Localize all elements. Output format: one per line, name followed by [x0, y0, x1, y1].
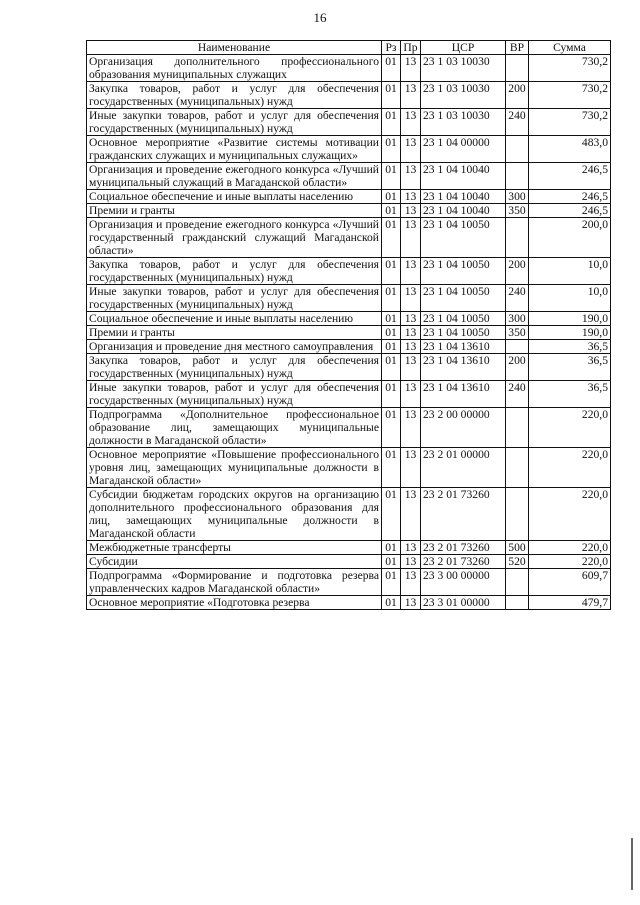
- cell-vr: [506, 340, 529, 354]
- table-row: [87, 82, 611, 109]
- cell-vr: 200: [506, 354, 529, 381]
- table-row: [87, 204, 611, 218]
- cell-csr: 23 2 01 73260: [421, 555, 506, 569]
- cell-pr: 13: [401, 204, 421, 218]
- table-row: [87, 312, 611, 326]
- cell-csr: 23 1 04 10050: [421, 285, 506, 312]
- page-number: 16: [313, 10, 327, 25]
- cell-sum: 730,2: [529, 109, 611, 136]
- cell-sum: 220,0: [529, 541, 611, 555]
- header-csr: ЦСР: [421, 41, 506, 55]
- cell-rz: 01: [382, 381, 401, 408]
- cell-rz: 01: [382, 555, 401, 569]
- cell-name: Иные закупки товаров, работ и услуг для обеспечения государственных (муниципальных) нужд: [87, 285, 382, 312]
- cell-sum: 483,0: [529, 136, 611, 163]
- cell-name: Основное мероприятие «Повышение профессионального уровня лиц, замещающих муниципальные должности в Магаданской области»: [87, 448, 382, 488]
- cell-rz: 01: [382, 258, 401, 285]
- cell-name: Закупка товаров, работ и услуг для обеспечения государственных (муниципальных) нужд: [87, 258, 382, 285]
- table-row: [87, 326, 611, 340]
- cell-rz: 01: [382, 569, 401, 596]
- cell-name: Иные закупки товаров, работ и услуг для обеспечения государственных (муниципальных) нужд: [87, 381, 382, 408]
- cell-rz: 01: [382, 204, 401, 218]
- table-row: [87, 488, 611, 541]
- header-sum: Сумма: [529, 41, 611, 55]
- cell-csr: 23 1 04 10050: [421, 326, 506, 340]
- table-header-row: [87, 41, 611, 55]
- cell-name: Межбюджетные трансферты: [87, 541, 382, 555]
- cell-rz: 01: [382, 163, 401, 190]
- cell-pr: 13: [401, 448, 421, 488]
- cell-vr: 200: [506, 82, 529, 109]
- cell-vr: 200: [506, 258, 529, 285]
- cell-rz: 01: [382, 82, 401, 109]
- cell-name: Основное мероприятие «Подготовка резерва: [87, 596, 382, 610]
- cell-sum: 730,2: [529, 82, 611, 109]
- cell-pr: 13: [401, 488, 421, 541]
- cell-name: Организация и проведение ежегодного конкурса «Лучший муниципальный служащий в Магаданской области»: [87, 163, 382, 190]
- cell-name: Социальное обеспечение и иные выплаты населению: [87, 312, 382, 326]
- cell-name: Подпрограмма «Дополнительное профессиональное образование лиц, замещающих муниципальные должности в Магаданской области»: [87, 408, 382, 448]
- table-row: [87, 541, 611, 555]
- cell-vr: [506, 218, 529, 258]
- cell-rz: 01: [382, 190, 401, 204]
- budget-table: [86, 40, 611, 610]
- table-row: [87, 354, 611, 381]
- cell-rz: 01: [382, 448, 401, 488]
- cell-sum: 220,0: [529, 448, 611, 488]
- header-rz: Рз: [382, 41, 401, 55]
- cell-rz: 01: [382, 55, 401, 82]
- table-row: [87, 190, 611, 204]
- cell-vr: 240: [506, 109, 529, 136]
- scan-edge-mark: [631, 838, 633, 890]
- cell-rz: 01: [382, 488, 401, 541]
- cell-name: Организация дополнительного профессионального образования муниципальных служащих: [87, 55, 382, 82]
- cell-name: Социальное обеспечение и иные выплаты населению: [87, 190, 382, 204]
- table-row: [87, 569, 611, 596]
- cell-pr: 13: [401, 340, 421, 354]
- cell-name: Закупка товаров, работ и услуг для обеспечения государственных (муниципальных) нужд: [87, 354, 382, 381]
- cell-pr: 13: [401, 190, 421, 204]
- cell-csr: 23 1 04 13610: [421, 340, 506, 354]
- cell-csr: 23 1 04 13610: [421, 354, 506, 381]
- cell-rz: 01: [382, 326, 401, 340]
- cell-sum: 479,7: [529, 596, 611, 610]
- cell-name: Субсидии: [87, 555, 382, 569]
- table-row: [87, 448, 611, 488]
- cell-rz: 01: [382, 541, 401, 555]
- header-vr: ВР: [506, 41, 529, 55]
- cell-pr: 13: [401, 381, 421, 408]
- cell-sum: 246,5: [529, 163, 611, 190]
- table-body: [87, 55, 611, 610]
- cell-pr: 13: [401, 285, 421, 312]
- cell-rz: 01: [382, 136, 401, 163]
- cell-sum: 220,0: [529, 488, 611, 541]
- table-row: [87, 218, 611, 258]
- cell-vr: 350: [506, 326, 529, 340]
- cell-sum: 609,7: [529, 569, 611, 596]
- cell-pr: 13: [401, 82, 421, 109]
- cell-name: Закупка товаров, работ и услуг для обеспечения государственных (муниципальных) нужд: [87, 82, 382, 109]
- cell-pr: 13: [401, 109, 421, 136]
- cell-sum: 220,0: [529, 555, 611, 569]
- cell-pr: 13: [401, 163, 421, 190]
- cell-pr: 13: [401, 555, 421, 569]
- cell-rz: 01: [382, 218, 401, 258]
- cell-sum: 10,0: [529, 258, 611, 285]
- cell-pr: 13: [401, 569, 421, 596]
- cell-vr: [506, 596, 529, 610]
- cell-pr: 13: [401, 596, 421, 610]
- cell-pr: 13: [401, 136, 421, 163]
- cell-csr: 23 1 04 10050: [421, 218, 506, 258]
- cell-rz: 01: [382, 596, 401, 610]
- cell-vr: 520: [506, 555, 529, 569]
- cell-vr: 240: [506, 285, 529, 312]
- cell-csr: 23 2 01 00000: [421, 448, 506, 488]
- cell-sum: 36,5: [529, 381, 611, 408]
- table-row: [87, 258, 611, 285]
- cell-name: Организация и проведение дня местного самоуправления: [87, 340, 382, 354]
- cell-csr: 23 2 01 73260: [421, 488, 506, 541]
- cell-pr: 13: [401, 408, 421, 448]
- cell-name: Премии и гранты: [87, 204, 382, 218]
- table-row: [87, 596, 611, 610]
- header-name: Наименование: [87, 41, 382, 55]
- cell-rz: 01: [382, 340, 401, 354]
- cell-sum: 36,5: [529, 354, 611, 381]
- cell-vr: [506, 163, 529, 190]
- cell-pr: 13: [401, 541, 421, 555]
- cell-sum: 200,0: [529, 218, 611, 258]
- cell-pr: 13: [401, 354, 421, 381]
- cell-pr: 13: [401, 312, 421, 326]
- cell-csr: 23 3 00 00000: [421, 569, 506, 596]
- cell-sum: 190,0: [529, 312, 611, 326]
- cell-name: Премии и гранты: [87, 326, 382, 340]
- cell-vr: [506, 488, 529, 541]
- table-row: [87, 408, 611, 448]
- cell-csr: 23 2 01 73260: [421, 541, 506, 555]
- cell-rz: 01: [382, 408, 401, 448]
- cell-name: Организация и проведение ежегодного конкурса «Лучший государственный гражданский служащий Магаданской области»: [87, 218, 382, 258]
- table-row: [87, 109, 611, 136]
- cell-sum: 246,5: [529, 204, 611, 218]
- table-row: [87, 285, 611, 312]
- cell-vr: 500: [506, 541, 529, 555]
- table-row: [87, 55, 611, 82]
- cell-csr: 23 2 00 00000: [421, 408, 506, 448]
- cell-vr: [506, 569, 529, 596]
- cell-rz: 01: [382, 285, 401, 312]
- cell-csr: 23 1 04 10040: [421, 190, 506, 204]
- cell-csr: 23 1 04 10050: [421, 312, 506, 326]
- table-row: [87, 136, 611, 163]
- cell-pr: 13: [401, 218, 421, 258]
- table-row: [87, 381, 611, 408]
- cell-vr: 300: [506, 190, 529, 204]
- cell-pr: 13: [401, 55, 421, 82]
- table-row: [87, 340, 611, 354]
- cell-sum: 36,5: [529, 340, 611, 354]
- cell-csr: 23 1 04 13610: [421, 381, 506, 408]
- cell-name: Субсидии бюджетам городских округов на организацию дополнительного профессионального образования для лиц, замещающих муниципальные должности в Магаданской области: [87, 488, 382, 541]
- cell-sum: 246,5: [529, 190, 611, 204]
- cell-name: Основное мероприятие «Развитие системы мотивации гражданских служащих и муниципальных служащих»: [87, 136, 382, 163]
- cell-vr: [506, 55, 529, 82]
- cell-csr: 23 1 04 10040: [421, 163, 506, 190]
- cell-vr: 350: [506, 204, 529, 218]
- cell-csr: 23 1 03 10030: [421, 55, 506, 82]
- cell-vr: [506, 136, 529, 163]
- cell-rz: 01: [382, 312, 401, 326]
- cell-name: Иные закупки товаров, работ и услуг для обеспечения государственных (муниципальных) нужд: [87, 109, 382, 136]
- header-pr: Пр: [401, 41, 421, 55]
- cell-csr: 23 3 01 00000: [421, 596, 506, 610]
- cell-rz: 01: [382, 354, 401, 381]
- cell-csr: 23 1 03 10030: [421, 82, 506, 109]
- cell-pr: 13: [401, 326, 421, 340]
- cell-csr: 23 1 03 10030: [421, 109, 506, 136]
- cell-csr: 23 1 04 10040: [421, 204, 506, 218]
- cell-pr: 13: [401, 258, 421, 285]
- cell-csr: 23 1 04 00000: [421, 136, 506, 163]
- table-row: [87, 163, 611, 190]
- cell-vr: 300: [506, 312, 529, 326]
- cell-sum: 10,0: [529, 285, 611, 312]
- cell-vr: [506, 448, 529, 488]
- cell-vr: [506, 408, 529, 448]
- cell-sum: 730,2: [529, 55, 611, 82]
- cell-csr: 23 1 04 10050: [421, 258, 506, 285]
- cell-sum: 190,0: [529, 326, 611, 340]
- table-row: [87, 555, 611, 569]
- cell-vr: 240: [506, 381, 529, 408]
- cell-name: Подпрограмма «Формирование и подготовка резерва управленческих кадров Магаданской области»: [87, 569, 382, 596]
- cell-rz: 01: [382, 109, 401, 136]
- cell-sum: 220,0: [529, 408, 611, 448]
